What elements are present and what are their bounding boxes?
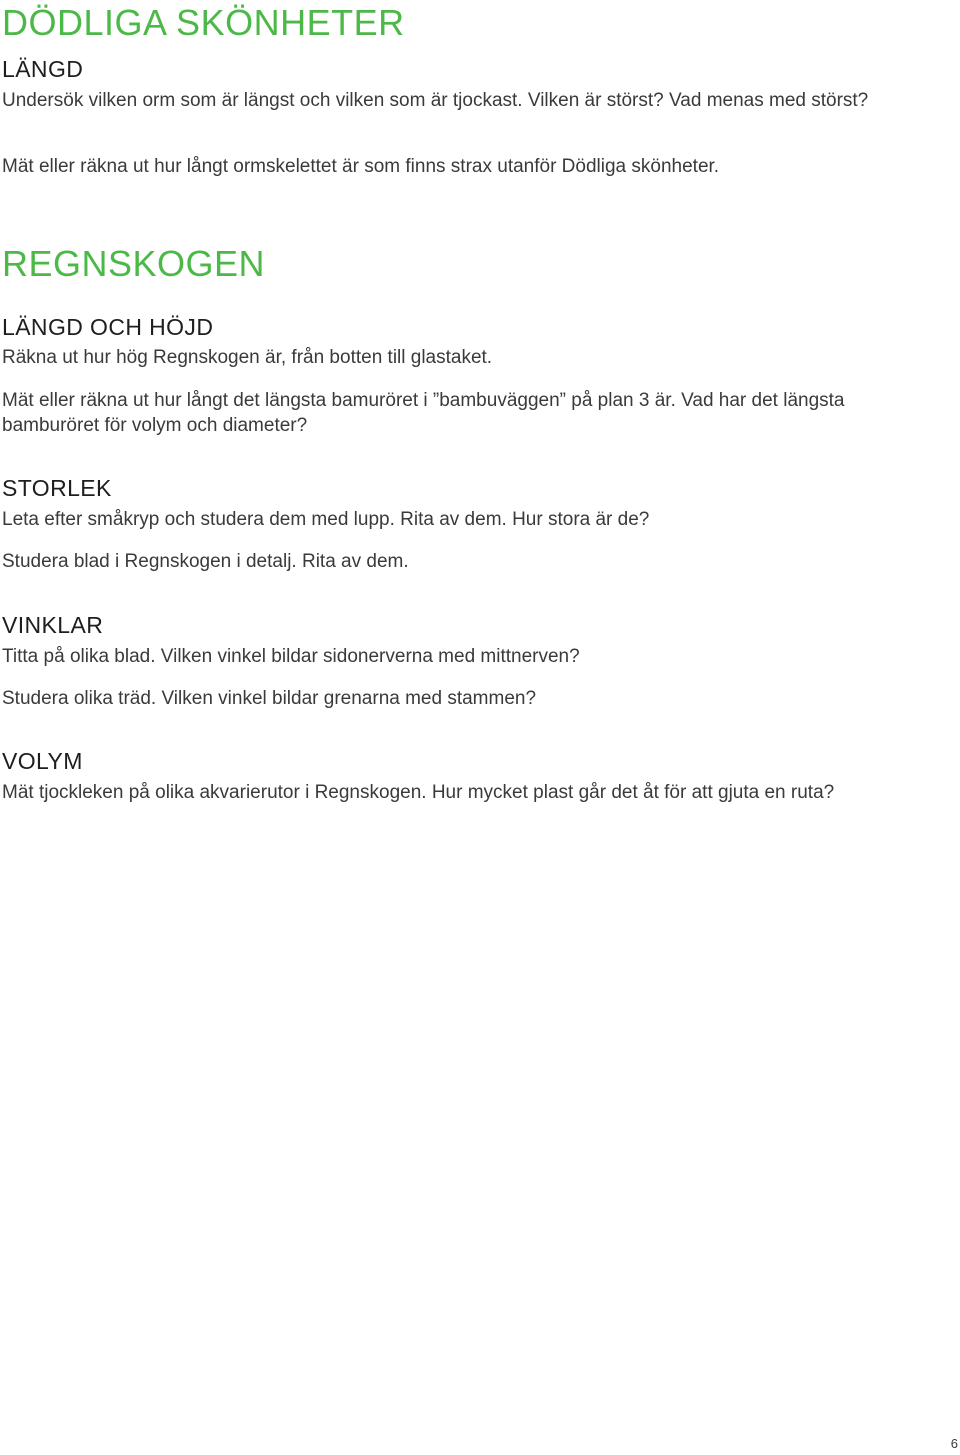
page-number: 6	[950, 1436, 958, 1451]
paragraph-storlek-2: Studera blad i Regnskogen i detalj. Rita av dem.	[2, 551, 409, 572]
heading-volym: VOLYM	[2, 748, 83, 774]
section-title-regnskogen: REGNSKOGEN	[2, 243, 266, 284]
paragraph-vinklar-1: Titta på olika blad. Vilken vinkel bildar sidonerverna med mittnerven?	[2, 646, 580, 667]
heading-storlek: STORLEK	[2, 475, 112, 501]
heading-langd-och-hojd: LÄNGD OCH HÖJD	[2, 314, 214, 340]
paragraph-langd-och-hojd-2: Mät eller räkna ut hur långt det längsta bamuröret i ”bambuväggen” på plan 3 är. Vad har det längsta bamburöret för volym och diameter?	[2, 390, 845, 436]
paragraph-storlek-1: Leta efter småkryp och studera dem med lupp. Rita av dem. Hur stora är de?	[2, 509, 650, 530]
heading-langd: LÄNGD	[2, 56, 84, 82]
heading-vinklar: VINKLAR	[2, 612, 104, 638]
paragraph-langd-och-hojd-1: Räkna ut hur hög Regnskogen är, från botten till glastaket.	[2, 347, 493, 368]
paragraph-langd-1: Undersök vilken orm som är längst och vilken som är tjockast. Vilken är störst? Vad menas med störst?	[2, 90, 869, 111]
section-title-dodliga-skonheter: DÖDLIGA SKÖNHETER	[2, 2, 405, 43]
paragraph-volym-1: Mät tjockleken på olika akvarierutor i Regnskogen. Hur mycket plast går det åt för att gjuta en ruta?	[2, 782, 835, 803]
paragraph-langd-2: Mät eller räkna ut hur långt ormskelettet är som finns strax utanför Dödliga skönheter.	[2, 156, 720, 177]
paragraph-vinklar-2: Studera olika träd. Vilken vinkel bildar grenarna med stammen?	[2, 688, 537, 709]
